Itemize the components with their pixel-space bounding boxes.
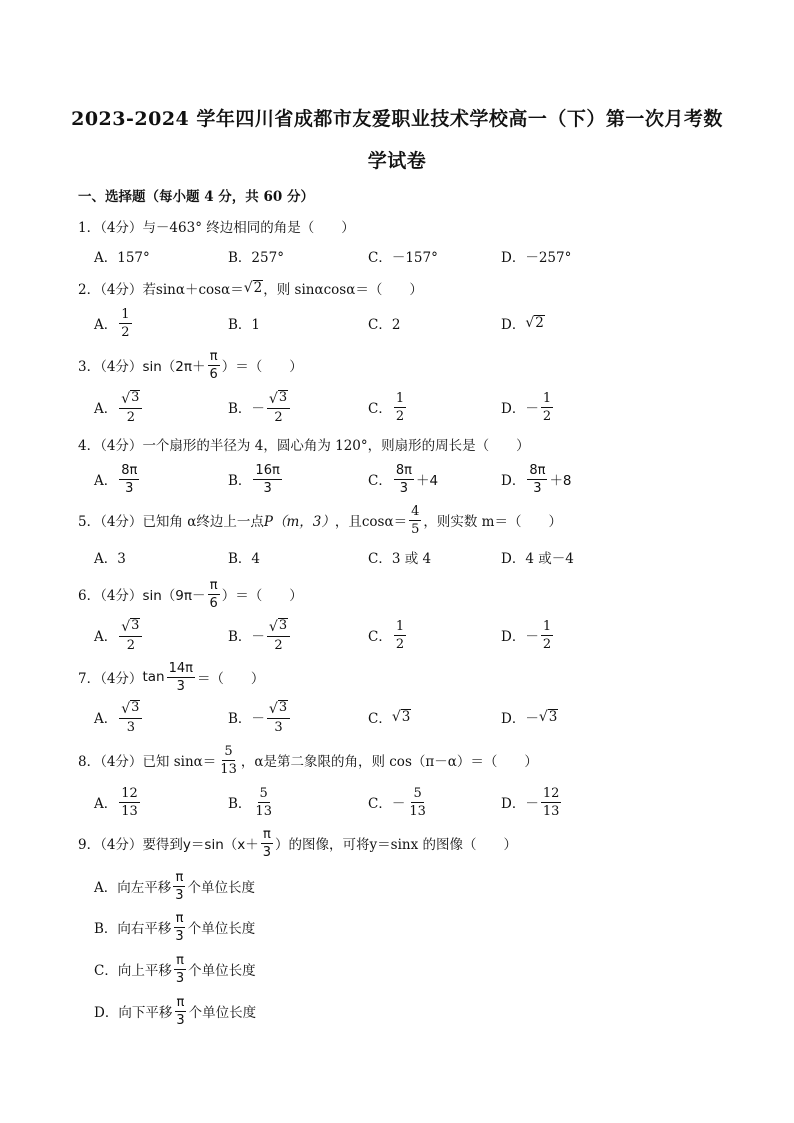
- option-a[interactable]: A． √ 3 2: [94, 388, 144, 426]
- question-text-post: ，α是第二象限的角，则 cos（π－α）＝（ ）: [240, 754, 538, 770]
- question-8: [78, 743, 738, 777]
- fraction: $\frac{\pi}{6}$: [209, 348, 218, 382]
- question-9: [78, 826, 738, 860]
- question-text-pre: 若sinα＋cosα＝: [142, 282, 244, 298]
- option-c[interactable]: C．－157°: [368, 250, 438, 266]
- exam-title-line-2: 学试卷: [367, 150, 427, 172]
- option-d[interactable]: D．4 或－4: [501, 551, 574, 567]
- question-8-options: [78, 783, 738, 821]
- question-text-pre: 已知 sinα＝: [142, 754, 217, 770]
- question-5-options: [78, 543, 738, 571]
- section-heading: 一、选择题（每小题 4 分，共 60 分）: [78, 189, 314, 205]
- question-text-post: ）的图像，可将y＝sinx 的图像（ ）: [275, 837, 518, 853]
- question-text-post: ）＝（ ）: [221, 359, 303, 375]
- option-b[interactable]: B． $\frac{5}{13}$: [228, 785, 272, 819]
- fraction: $\frac{14\pi}{3}$: [168, 660, 193, 694]
- question-text-post: ，则实数 m＝（ ）: [423, 514, 562, 530]
- fraction: $\frac{4}{5}$: [411, 503, 420, 537]
- option-d[interactable]: D． － $\frac{1}{2}$: [501, 390, 552, 424]
- question-6-options: [78, 616, 738, 654]
- option-d[interactable]: D．－ √ 3: [501, 709, 558, 727]
- option-d[interactable]: D． － $\frac{1}{2}$: [501, 618, 552, 652]
- option-b[interactable]: B．向右平移 $\frac{\pi}{3}$ 个单位长度: [94, 910, 256, 944]
- question-1: [78, 212, 738, 240]
- exam-title-line-1: 2023-2024 学年四川省成都市友爱职业技术学校高一（下）第一次月考数: [71, 108, 723, 130]
- option-b[interactable]: B．1: [228, 317, 261, 333]
- question-text-pre: sin（2π＋: [142, 359, 206, 375]
- option-b[interactable]: B． － √ 3 2: [228, 616, 292, 654]
- sqrt-expression: √ 2: [243, 280, 263, 297]
- question-text: 一个扇形的半径为 4，圆心角为 120°，则扇形的周长是（ ）: [142, 438, 530, 454]
- question-7-options: [78, 698, 738, 736]
- question-5: [78, 503, 738, 537]
- question-text-pre: sin（9π－: [142, 588, 206, 604]
- question-4: [78, 430, 738, 458]
- question-number: 2．（4分）: [78, 282, 143, 298]
- option-b[interactable]: B． － √ 3 3: [228, 698, 292, 736]
- option-d[interactable]: D． √ 2: [501, 315, 544, 333]
- option-a[interactable]: A． √ 3 3: [94, 698, 144, 736]
- question-number: 5．（4分）: [78, 514, 143, 530]
- question-3-options: [78, 388, 738, 426]
- question-text-post: ＝（ ）: [196, 671, 265, 687]
- option-a[interactable]: A．3: [94, 551, 126, 567]
- option-c[interactable]: C．3 或 4: [368, 551, 432, 567]
- question-number: 3．（4分）: [78, 359, 143, 375]
- option-d[interactable]: D．向下平移 $\frac{\pi}{3}$ 个单位长度: [94, 994, 257, 1028]
- option-c[interactable]: C．－ $\frac{5}{13}$: [368, 785, 426, 819]
- option-c[interactable]: C． $\frac{1}{2}$: [368, 390, 405, 424]
- question-number: 7．（4分）: [78, 671, 143, 687]
- question-number: 4．（4分）: [78, 438, 143, 454]
- option-c[interactable]: C．2: [368, 317, 401, 333]
- question-text: 与－463° 终边相同的角是（ ）: [142, 220, 355, 236]
- option-b[interactable]: B．4: [228, 551, 261, 567]
- question-3: [78, 348, 738, 382]
- question-number: 6．（4分）: [78, 588, 143, 604]
- option-a[interactable]: A． $\frac{1}{2}$: [94, 306, 130, 340]
- question-2: [78, 274, 738, 302]
- point-label: P（m，3）: [263, 514, 335, 530]
- option-c[interactable]: C． $\frac{1}{2}$: [368, 618, 405, 652]
- question-text-pre: 已知角 α终边上一点: [142, 514, 264, 530]
- question-text-pre: tan: [142, 669, 165, 685]
- question-7: [78, 660, 738, 694]
- question-6: [78, 577, 738, 611]
- question-text-mid: ，且cosα＝: [334, 514, 408, 530]
- option-d[interactable]: D．－ $\frac{12}{13}$: [501, 785, 560, 819]
- option-d[interactable]: D．－257°: [501, 250, 572, 266]
- option-a[interactable]: A．157°: [94, 250, 150, 266]
- option-a[interactable]: A． $\frac{8\pi}{3}$: [94, 462, 138, 496]
- option-a[interactable]: A．向左平移 $\frac{\pi}{3}$ 个单位长度: [94, 869, 256, 903]
- question-text-post: ）＝（ ）: [221, 588, 303, 604]
- question-1-options: [78, 242, 738, 270]
- fraction: $\frac{\pi}{3}$: [262, 826, 272, 860]
- option-c[interactable]: C． $\frac{8\pi}{3}$ ＋4: [368, 462, 439, 496]
- option-b[interactable]: B． － √ 3 2: [228, 388, 292, 426]
- question-number: 9．（4分）: [78, 837, 143, 853]
- question-2-options: [78, 306, 738, 340]
- question-number: 1．（4分）: [78, 220, 143, 236]
- fraction: $\frac{5}{13}$: [220, 743, 237, 777]
- question-text-post: ，则 sinαcosα＝（ ）: [263, 282, 423, 298]
- fraction: $\frac{\pi}{6}$: [209, 577, 218, 611]
- option-c[interactable]: C． √ 3: [368, 709, 411, 727]
- question-4-options: [78, 460, 738, 498]
- question-number: 8．（4分）: [78, 754, 143, 770]
- option-a[interactable]: A． √ 3 2: [94, 616, 144, 654]
- option-b[interactable]: B． $\frac{16\pi}{3}$: [228, 462, 280, 496]
- question-text-pre: 要得到y＝sin（x＋: [142, 837, 259, 853]
- option-c[interactable]: C．向上平移 $\frac{\pi}{3}$ 个单位长度: [94, 952, 256, 986]
- option-a[interactable]: A． $\frac{12}{13}$: [94, 785, 138, 819]
- option-b[interactable]: B．257°: [228, 250, 284, 266]
- option-d[interactable]: D． $\frac{8\pi}{3}$ ＋8: [501, 462, 572, 496]
